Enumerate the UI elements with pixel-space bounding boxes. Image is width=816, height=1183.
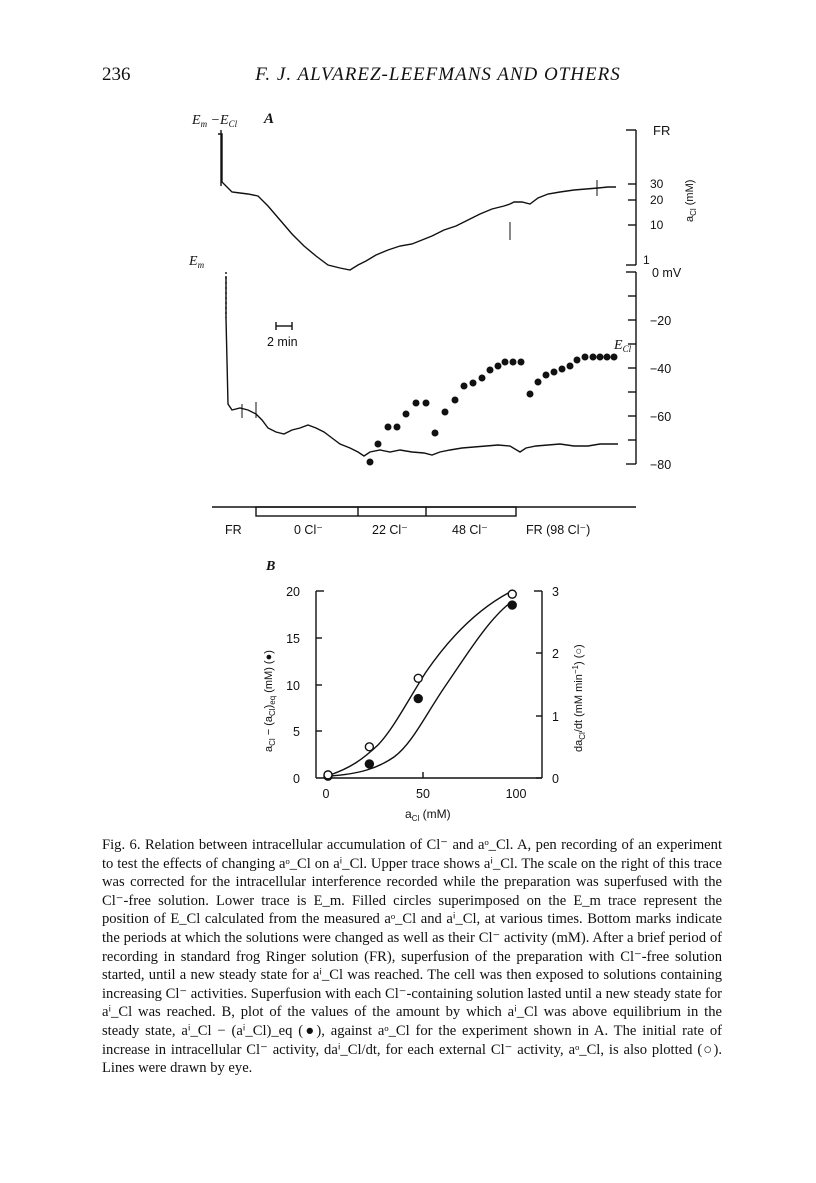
ecl-point — [551, 369, 558, 376]
solution-label: 48 Cl⁻ — [452, 523, 488, 537]
tick-label: −60 — [650, 410, 672, 424]
left-axis-title: $a_{Cl} - (a_{Cl})_{eq}$ (mM) (●) — [263, 650, 277, 752]
tick-label: 20 — [650, 193, 664, 207]
ecl-point — [423, 400, 430, 407]
right-axis-title: $da_{Cl}/dt$ (mM $\min^{-1}$) (○) — [571, 644, 587, 752]
ecl-point — [479, 375, 486, 382]
solution-label: FR (98 Cl⁻) — [526, 523, 591, 537]
ecl-point — [495, 363, 502, 370]
ecl-point — [470, 380, 477, 387]
panel-b — [263, 559, 587, 823]
page-number: 236 — [102, 64, 131, 85]
ecl-point — [611, 354, 618, 361]
tick-label: −80 — [650, 458, 672, 472]
ecl-point — [413, 400, 420, 407]
filled-data-point — [414, 695, 422, 703]
ecl-point — [567, 363, 574, 370]
ecl-point — [597, 354, 604, 361]
filled-data-point — [365, 760, 373, 768]
ecl-point — [394, 424, 401, 431]
tick-label: 100 — [505, 787, 527, 801]
ecl-point — [510, 359, 517, 366]
ecl-point — [403, 411, 410, 418]
ecl-point — [518, 359, 525, 366]
ecl-point — [452, 397, 459, 404]
ecl-point — [535, 379, 542, 386]
open-data-point — [508, 590, 516, 598]
ecl-point — [604, 354, 611, 361]
ecl-point — [527, 391, 534, 398]
open-series-curve — [330, 592, 510, 775]
ecl-points — [367, 354, 618, 466]
tick-label: 5 — [293, 725, 300, 739]
tick-label: 30 — [650, 177, 664, 191]
scale-bar-label: 2 min — [267, 335, 298, 349]
panel-a-label: A — [264, 111, 275, 127]
open-data-point — [324, 771, 332, 779]
ecl-label: $E_{Cl}$ — [614, 338, 632, 354]
ecl-point — [582, 354, 589, 361]
ecl-point — [367, 459, 374, 466]
solution-bar-box — [256, 507, 516, 516]
tick-label: 20 — [286, 585, 300, 599]
panel-a — [188, 111, 698, 537]
panel-b-points — [324, 590, 516, 780]
x-axis-title: $a_{Cl}$ (mM) — [405, 807, 451, 823]
tick-label: 1 — [552, 710, 559, 724]
open-data-point — [414, 674, 422, 682]
figure-caption: Fig. 6. Relation between intracellular accumulation of Cl⁻ and aᵒ_Cl. A, pen recording of an experiment to test the effects of changing aᵒ_Cl on aⁱ_Cl. Upper trace shows aⁱ_Cl. The scale on the right of this trace was corrected for the intracellular interference recorded while the preparation was superfused with the Cl⁻-free solution. Lower trace is E_m. Filled circles superimposed on the E_m trace represent the position of E_Cl calculated from the measured aᵒ_Cl and aⁱ_Cl, at various times. Bottom marks indicate the periods at which the solutions were changed as well as their Cl⁻ activity (mM). After a brief period of recording in standard frog Ringer solution (FR), superfusion of the preparation with Cl⁻-free solution started, until a new steady state for aⁱ_Cl was reached. The cell was then exposed to solutions containing increasing Cl⁻ activities. Superfusion with each Cl⁻-containing solution lasted until a new steady state for aⁱ_Cl was reached. B, plot of the values of the amount by which aⁱ_Cl was above equilibrium in the steady state, aⁱ_Cl − (aⁱ_Cl)_eq (●), against aᵒ_Cl for the experiment shown in A. The initial rate of increase in intracellular Cl⁻ activity, daⁱ_Cl/dt, for each external Cl⁻ activity, aᵒ_Cl, is also plotted (○). Lines were drawn by eye. — [102, 837, 722, 1077]
fr-top-label: FR — [653, 123, 671, 138]
open-data-point — [365, 743, 373, 751]
lower-trace-label: $E_m$ — [189, 254, 205, 270]
ecl-point — [375, 441, 382, 448]
ecl-point — [559, 366, 566, 373]
ecl-point — [543, 372, 550, 379]
tick-label: 50 — [416, 787, 430, 801]
tick-label: −20 — [650, 314, 672, 328]
ecl-point — [442, 409, 449, 416]
tick-label: 3 — [552, 585, 559, 599]
tick-label: 10 — [650, 218, 664, 232]
tick-label: 0 — [293, 772, 300, 786]
upper-trace-label: $E_m -E_{Cl}$ — [192, 113, 238, 129]
tick-label: 0 — [552, 772, 559, 786]
tick-label: 15 — [286, 632, 300, 646]
tick-label: −40 — [650, 362, 672, 376]
solution-label: 0 Cl⁻ — [294, 523, 323, 537]
tick-label: 1 — [643, 253, 650, 267]
solution-label: 22 Cl⁻ — [372, 523, 408, 537]
filled-series-curve — [330, 603, 510, 776]
tick-label: 10 — [286, 679, 300, 693]
upper-axis-title: $a_{Cl}$ (mM) — [684, 179, 698, 222]
solution-label: FR — [225, 523, 242, 537]
ecl-point — [574, 357, 581, 364]
ecl-point — [590, 354, 597, 361]
filled-data-point — [508, 601, 516, 609]
tick-label: 0 mV — [652, 266, 682, 280]
tick-label: 2 — [552, 647, 559, 661]
tick-label: 0 — [322, 787, 330, 801]
ecl-point — [502, 359, 509, 366]
ecl-point — [461, 383, 468, 390]
ecl-point — [487, 367, 494, 374]
lower-trace — [226, 276, 618, 456]
panel-b-label: B — [266, 559, 276, 574]
ecl-point — [385, 424, 392, 431]
running-head: F. J. ALVAREZ-LEEFMANS AND OTHERS — [255, 64, 621, 85]
ecl-point — [432, 430, 439, 437]
upper-trace — [218, 134, 616, 270]
